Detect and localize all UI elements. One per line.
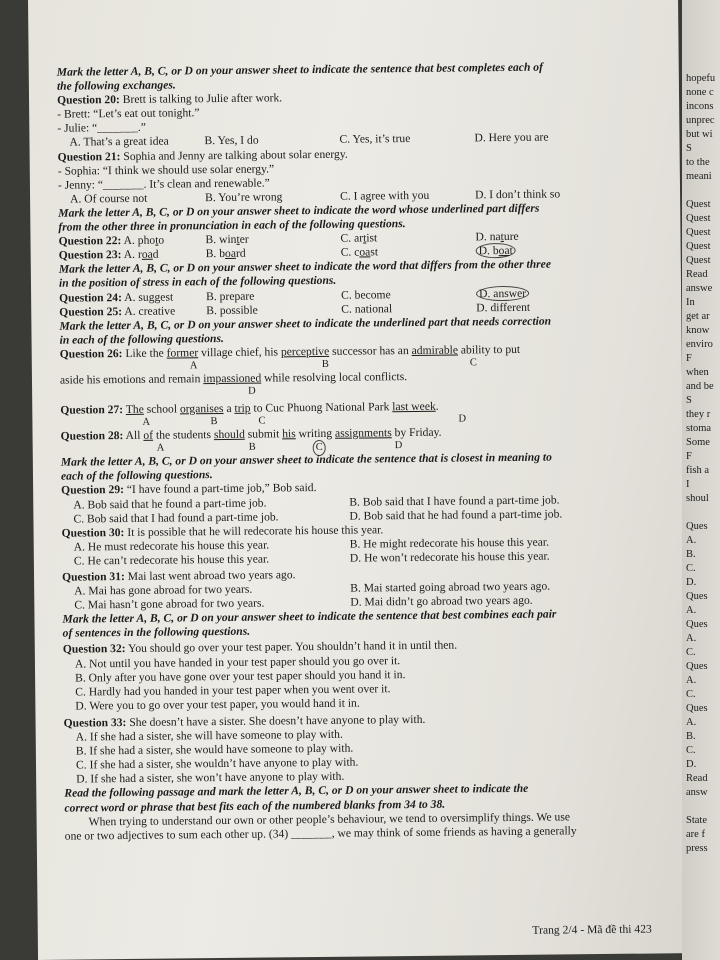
option-d: D. Were you to go over your test paper, you would hand it in.: [75, 696, 360, 713]
edge-text-line: incons: [686, 101, 714, 112]
option-b: B. Mai started going abroad two years ago.: [350, 579, 551, 595]
option-d: D. Bob said that he had found a part-time job.: [349, 507, 563, 523]
edge-text-line: Ques: [686, 619, 708, 630]
edge-text-line: Quest: [686, 227, 711, 238]
edge-text-line: but wi: [686, 129, 713, 140]
instruction: from the other three in pronunciation in each of the following questions.: [58, 217, 406, 234]
instruction: Mark the letter A, B, C, or D on your answer sheet to indicate the sentence that best completes each of: [56, 60, 543, 79]
edge-text-line: Quest: [686, 213, 711, 224]
edge-text-line: Quest: [686, 255, 711, 266]
option-b: B. possible: [206, 303, 258, 317]
option-d: D. different: [476, 300, 531, 314]
option-a: A. That’s a great idea: [69, 135, 169, 150]
exam-sheet: [28, 0, 688, 960]
edge-text-line: S: [686, 143, 692, 154]
question-29: Question 29: “I have found a part-time job,” Bob said.: [61, 481, 317, 498]
option-b: B. winter: [205, 232, 249, 247]
edge-text-line: press: [686, 843, 708, 854]
question-22: Question 22: A. photo B. winter C. artist D. nature: [58, 229, 648, 249]
edge-text-line: B.: [686, 731, 696, 742]
edge-text-line: C.: [686, 745, 696, 756]
dialogue-line: - Brett: “Let’s eat out tonight.”: [57, 106, 200, 121]
option-c: C. coast: [340, 245, 379, 259]
edge-text-line: State: [686, 815, 707, 826]
dialogue-line: - Jenny: “_______. It’s clean and renewable.”: [57, 176, 270, 192]
edge-text-line: unprec: [686, 115, 715, 126]
edge-text-line: Ques: [686, 591, 708, 602]
instruction: Read the following passage and mark the letter A, B, C, or D on your answer sheet to indicate the: [64, 782, 529, 801]
edge-text-line: B.: [686, 549, 696, 560]
edge-text-line: F: [686, 353, 692, 364]
question-23: Question 23: A. road B. board C. coast D. boat: [59, 243, 649, 263]
edge-text-line: hopefu: [686, 73, 716, 84]
option-b: B. Only after you have gone over your test paper should you hand it in.: [75, 667, 406, 685]
edge-text-line: A.: [686, 675, 697, 686]
edge-text-line: Quest: [686, 241, 711, 252]
question-31: Question 31: Mai last went abroad two years ago.: [61, 568, 296, 584]
option-c: C. national: [341, 301, 393, 316]
edge-text-line: D.: [686, 577, 697, 588]
edge-text-line: meani: [686, 171, 712, 182]
edge-text-line: A.: [686, 633, 697, 644]
edge-text-line: C.: [686, 689, 696, 700]
edge-text-line: to the: [686, 157, 710, 168]
edge-text-line: F: [686, 451, 692, 462]
option-d: D. Mai didn’t go abroad two years ago.: [350, 593, 533, 609]
edge-text-line: In: [686, 297, 695, 308]
edge-text-line: A.: [686, 535, 697, 546]
option-c: C. Mai hasn’t gone abroad for two years.: [74, 596, 265, 612]
option-d: D. nature: [475, 230, 519, 244]
question-25: Question 25: A. creative B. possible C. national D. different: [59, 299, 649, 319]
instruction: Mark the letter A, B, C, or D on your answer sheet to indicate the word whose underlined part differs: [58, 201, 540, 220]
option-b: B. Yes, I do: [204, 134, 259, 148]
option-a: A. Mai has gone abroad for two years.: [74, 582, 253, 598]
question-27: Question 27: The school organises a trip to Cuc Phuong National Park last week.: [60, 399, 439, 417]
edge-text-line: answ: [686, 787, 708, 798]
edge-text-line: Ques: [686, 661, 708, 672]
edge-text-line: D.: [686, 759, 697, 770]
instruction: in the position of stress in each of the following questions.: [58, 274, 337, 291]
edge-text-line: know: [686, 325, 710, 336]
edge-text-line: C.: [686, 563, 696, 574]
edge-text-line: when: [686, 367, 709, 378]
instruction: Mark the letter A, B, C, or D on your answer sheet to indicate the sentence that is closest in meaning to: [60, 450, 552, 469]
page-number: Trang 2/4 - Mã đề thi 423: [532, 922, 652, 937]
underline-markers: D: [248, 385, 256, 397]
edge-text-line: none c: [686, 87, 714, 98]
question-20: Question 20: Brett is talking to Julie after work.: [56, 91, 283, 107]
question-32: Question 32: You should go over your test paper. You shouldn’t hand it in until then.: [62, 639, 458, 657]
passage-line: one or two adjectives to sum each other up. (34) _______, we may think of some friends as having a generally: [64, 823, 577, 843]
edge-text-line: Quest: [686, 199, 711, 210]
instruction: each of the following questions.: [60, 468, 213, 484]
option-c: C. I agree with you: [340, 188, 430, 203]
question-30: Question 30: It is possible that he will redecorate his house this year.: [61, 523, 384, 540]
edge-text-line: Ques: [686, 703, 708, 714]
option-a: A. Not until you have handed in your test paper should you go over it.: [74, 653, 401, 671]
option-c: C. Yes, it’s true: [339, 132, 411, 147]
edge-text-line: answe: [686, 283, 713, 294]
option-b: B. He might redecorate his house this year.: [349, 535, 550, 551]
dialogue-line: - Sophia: “I think we should use solar energy.”: [57, 162, 275, 178]
dialogue-line: - Julie: “_______.”: [57, 121, 146, 136]
option-b: B. board: [205, 246, 246, 261]
edge-text-line: get ar: [686, 311, 710, 322]
question-26: Question 26: Like the former village chief, his perceptive successor has an admirable ability to put: [59, 342, 521, 361]
question-33: Question 33: She doesn’t have a sister. She doesn’t have anyone to play with.: [63, 712, 426, 730]
edge-text-line: enviro: [686, 339, 713, 350]
question-26-cont: aside his emotions and remain impassioned while resolving local conflicts.: [59, 370, 408, 387]
edge-text-line: [682, 184, 720, 198]
question-28: Question 28: All of the students should submit his writing assignments by Friday.: [60, 425, 442, 443]
instruction: of sentences in the following questions.: [62, 625, 251, 641]
edge-text-line: A.: [686, 717, 697, 728]
edge-text-line: stoma: [686, 423, 712, 434]
option-d: D. If she had a sister, she won’t have anyone to play with.: [76, 770, 345, 786]
option-d: D. I don’t think so: [474, 187, 561, 202]
option-b: B. You’re wrong: [205, 190, 283, 204]
option-b: B. If she had a sister, she would have someone to play with.: [75, 741, 354, 758]
option-a: A. He must redecorate his house this year.: [73, 538, 270, 554]
exam-content: [57, 60, 655, 844]
option-d: D. boat: [476, 243, 611, 259]
option-c: C. Bob said that I had found a part-time job.: [73, 510, 279, 526]
underline-markers: A B C D: [61, 438, 651, 456]
option-b: B. Bob said that I have found a part-time job.: [349, 492, 560, 509]
underline-markers: A B C: [189, 357, 477, 372]
edge-text-line: and be: [686, 381, 714, 392]
option-c: C. artist: [340, 231, 378, 245]
edge-text-line: Read: [686, 269, 708, 280]
edge-text-line: I: [686, 479, 690, 490]
instruction: Mark the letter A, B, C, or D on your answer sheet to indicate the sentence that best combines each pair: [62, 607, 557, 626]
edge-text-line: C.: [686, 647, 696, 658]
edge-text-line: S: [686, 395, 692, 406]
edge-text-line: Some: [686, 437, 710, 448]
edge-text-line: shoul: [686, 493, 709, 504]
edge-text-line: Ques: [686, 521, 708, 532]
option-c: C. If she had a sister, she wouldn’t have anyone to play with.: [75, 755, 359, 772]
option-a: A. If she had a sister, she will have someone to play with.: [75, 727, 343, 744]
option-a: A. Of course not: [70, 191, 148, 206]
instruction: in each of the following questions.: [59, 331, 224, 347]
option-a: A. Bob said that he found a part-time job.: [73, 496, 267, 512]
edge-text-line: are f: [686, 829, 705, 840]
instruction: correct word or phrase that best fits each of the numbered blanks from 34 to 38.: [64, 797, 446, 815]
question-24: Question 24: A. suggest B. prepare C. become D. answer: [59, 285, 649, 305]
question-21: Question 21: Sophia and Jenny are talking about solar energy.: [57, 147, 348, 164]
instruction: Mark the letter A, B, C, or D on your answer sheet to indicate the word that differs from the other three: [58, 257, 552, 277]
option-d: D. answer: [476, 285, 611, 301]
option-c: C. become: [341, 287, 391, 302]
instruction: Mark the letter A, B, C, or D on your answer sheet to indicate the underlined part that needs correction: [59, 314, 552, 333]
instruction: the following exchanges.: [56, 78, 176, 93]
option-c: C. Hardly had you handed in your test paper when you went over it.: [75, 681, 391, 699]
edge-text-line: [682, 506, 720, 520]
edge-text-line: [682, 800, 720, 814]
underline-markers: A B C D: [142, 413, 467, 428]
edge-text-line: they r: [686, 409, 711, 420]
option-b: B. prepare: [206, 289, 255, 303]
option-d: D. Here you are: [474, 131, 549, 145]
edge-text-line: Read: [686, 773, 708, 784]
passage-line: When trying to understand our own or other people’s behaviour, we tend to oversimplify things. We use: [88, 809, 571, 829]
edge-text-line: fish a: [686, 465, 710, 476]
option-d: D. He won’t redecorate his house this year.: [349, 549, 550, 565]
adjacent-page-edge: [682, 0, 720, 960]
option-c: C. He can’t redecorate his house this year.: [73, 552, 270, 568]
edge-text-line: A.: [686, 605, 697, 616]
